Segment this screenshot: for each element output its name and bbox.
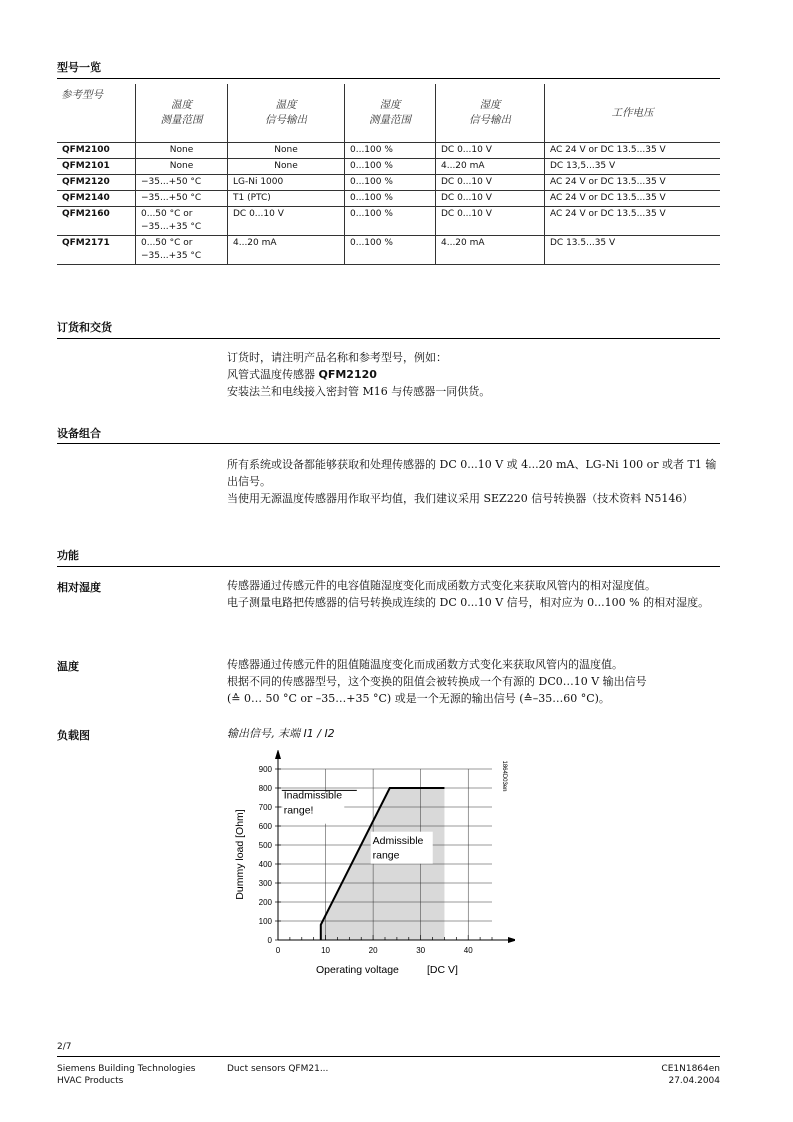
header-text: 测量范围: [369, 114, 411, 126]
table-cell: −35...+50 °C: [136, 191, 228, 207]
y-tick-label: 500: [258, 841, 272, 850]
ordering-line2-prefix: 风管式温度传感器: [227, 368, 319, 381]
header-cell: [228, 84, 345, 143]
header-text: 信号输出: [265, 114, 307, 126]
table-cell: DC 13.5...35 V: [545, 236, 721, 265]
function-section-title: 功能: [57, 549, 79, 562]
table-cell: 0...100 %: [345, 143, 436, 159]
table-cell: DC 0...10 V: [436, 143, 545, 159]
table-cell: QFM2101: [57, 159, 136, 175]
table-cell: 0...100 %: [345, 175, 436, 191]
y-axis-arrow: [275, 750, 281, 759]
types-section-title: 型号一览: [57, 61, 101, 74]
y-tick-label: 200: [258, 898, 272, 907]
humidity-para1: 传感器通过传感元件的电容值随湿度变化而成函数方式变化来获取风管内的相对湿度值。: [227, 579, 656, 592]
table-cell: 0...100 %: [345, 207, 436, 236]
combination-rule: [57, 443, 720, 444]
header-cell: [136, 84, 228, 143]
table-cell: QFM2160: [57, 207, 136, 236]
table-cell: T1 (PTC): [228, 191, 345, 207]
table-cell: None: [228, 159, 345, 175]
temperature-para2: 根据不同的传感器型号，这个变换的阻值会被转换成一个有源的 DC0…10 V 输出信号: [227, 675, 647, 688]
table-cell: 4...20 mA: [228, 236, 345, 265]
y-tick-label: 800: [258, 784, 272, 793]
ordering-rule: [57, 338, 720, 339]
load-caption: [227, 725, 335, 742]
header-text: 信号输出: [469, 114, 511, 126]
page-number: 2/7: [57, 1042, 72, 1052]
table-cell: 0...50 °C or −35...+35 °C: [136, 236, 228, 265]
header-cell: [545, 84, 721, 143]
table-row: [57, 191, 720, 207]
header-text: 湿度: [379, 99, 401, 111]
footer-doc-title: Duct sensors QFM21...: [227, 1064, 329, 1074]
footer-company-line2: HVAC Products: [57, 1076, 124, 1086]
table-cell: DC 0...10 V: [436, 207, 545, 236]
load-label: 负载图: [57, 729, 90, 742]
x-tick-label: 20: [368, 946, 378, 955]
temperature-para1: 传感器通过传感元件的阻值随温度变化而成函数方式变化来获取风管内的温度值。: [227, 658, 623, 671]
table-cell: DC 13,5...35 V: [545, 159, 721, 175]
table-cell: AC 24 V or DC 13.5...35 V: [545, 191, 721, 207]
header-text: 参考型号: [61, 89, 103, 101]
table-cell: DC 0...10 V: [228, 207, 345, 236]
table-cell: None: [136, 143, 228, 159]
header-text: 温度: [275, 99, 297, 111]
y-tick-label: 400: [258, 860, 272, 869]
footer-company: [57, 1063, 196, 1087]
table-cell: 0...100 %: [345, 191, 436, 207]
x-axis-arrow: [508, 937, 515, 943]
table-row: [57, 236, 720, 265]
y-axis-label: Dummy load [Ohm]: [234, 809, 246, 900]
combination-para2: 当使用无源温度传感器用作取平均值，我们建议采用 SEZ220 信号转换器（技术资料 N5146）: [227, 492, 694, 505]
table-cell: 0...100 %: [345, 159, 436, 175]
table-cell: AC 24 V or DC 13.5...35 V: [545, 143, 721, 159]
footer-date: 27.04.2004: [668, 1076, 720, 1086]
table-row: [57, 143, 720, 159]
table-cell: −35...+50 °C: [136, 175, 228, 191]
types-table: [57, 84, 720, 265]
x-tick-label: 0: [275, 946, 281, 955]
table-cell: None: [228, 143, 345, 159]
types-rule: [57, 78, 720, 79]
table-cell: QFM2100: [57, 143, 136, 159]
table-cell: QFM2171: [57, 236, 136, 265]
x-axis-unit: [DC V]: [427, 964, 458, 976]
table-cell: AC 24 V or DC 13.5...35 V: [545, 175, 721, 191]
temperature-label: 温度: [57, 660, 79, 673]
table-cell: QFM2140: [57, 191, 136, 207]
table-cell: None: [136, 159, 228, 175]
table-cell: DC 0...10 V: [436, 191, 545, 207]
inadmissible-label-line1: Inadmissible: [283, 789, 343, 802]
x-axis-label: Operating voltage: [316, 964, 399, 976]
table-cell: QFM2120: [57, 175, 136, 191]
x-tick-label: 10: [321, 946, 331, 955]
function-rule: [57, 566, 720, 567]
ordering-line2: [227, 366, 720, 383]
header-text: 湿度: [479, 99, 501, 111]
admissible-label-line2: range: [372, 849, 400, 862]
load-chart: [225, 750, 515, 985]
temperature-para3: (≙ 0… 50 °C or –35…+35 °C) 或是一个无源的输出信号 (≙–35…60 °C)。: [227, 692, 610, 705]
ordering-line3: 安装法兰和电线接入密封管 M16 与传感器一同供货。: [227, 385, 491, 398]
y-tick-label: 600: [258, 822, 272, 831]
table-row: [57, 207, 720, 236]
table-cell: 0...50 °C or −35...+35 °C: [136, 207, 228, 236]
load-caption-prefix: 输出信号, 末端: [227, 727, 304, 740]
table-cell: 0...100 %: [345, 236, 436, 265]
ordering-model: QFM2120: [318, 368, 377, 381]
inadmissible-label-line2: range!: [283, 804, 314, 817]
header-text: 温度: [171, 99, 192, 111]
table-cell: DC 0...10 V: [436, 175, 545, 191]
y-tick-label: 700: [258, 803, 272, 812]
header-cell: [57, 84, 136, 143]
figure-id: 1864D03en: [501, 760, 507, 792]
table-cell: LG-Ni 1000: [228, 175, 345, 191]
load-caption-terminals: I1 / I2: [303, 727, 335, 740]
header-text: 工作电压: [611, 106, 654, 119]
combination-text: [227, 456, 720, 507]
temperature-text: [227, 656, 720, 707]
table-row: [57, 159, 720, 175]
table-row: [57, 175, 720, 191]
table-cell: 4...20 mA: [436, 159, 545, 175]
header-cell: [345, 84, 436, 143]
humidity-para2: 电子测量电路把传感器的信号转换成连续的 DC 0...10 V 信号，相对应为 0...100 % 的相对湿度。: [227, 596, 710, 609]
admissible-label-line1: Admissible: [372, 835, 424, 848]
footer-company-line1: Siemens Building Technologies: [57, 1064, 196, 1074]
humidity-label: 相对湿度: [57, 581, 101, 594]
y-tick-label: 300: [258, 879, 272, 888]
header-cell: [436, 84, 545, 143]
footer-rule: [57, 1056, 720, 1057]
combination-section-title: 设备组合: [57, 427, 101, 440]
ordering-text: [227, 349, 720, 400]
types-table-header: [57, 84, 720, 143]
humidity-text: [227, 577, 720, 611]
header-text: 测量范围: [160, 114, 203, 126]
y-tick-label: 900: [258, 765, 272, 774]
x-tick-label: 30: [416, 946, 426, 955]
footer-doc-meta: [661, 1063, 720, 1087]
table-cell: 4...20 mA: [436, 236, 545, 265]
y-tick-label: 100: [258, 917, 272, 926]
table-cell: AC 24 V or DC 13.5...35 V: [545, 207, 721, 236]
ordering-section-title: 订货和交货: [57, 321, 112, 334]
y-tick-label: 0: [267, 936, 272, 945]
x-tick-label: 40: [463, 946, 473, 955]
ordering-line1: 订货时，请注明产品名称和参考型号，例如：: [227, 351, 447, 364]
footer-doc-code: CE1N1864en: [661, 1064, 720, 1074]
combination-para1: 所有系统或设备都能够获取和处理传感器的 DC 0...10 V 或 4...20 mA、LG-Ni 100 or 或者 T1 输出信号。: [227, 458, 717, 488]
